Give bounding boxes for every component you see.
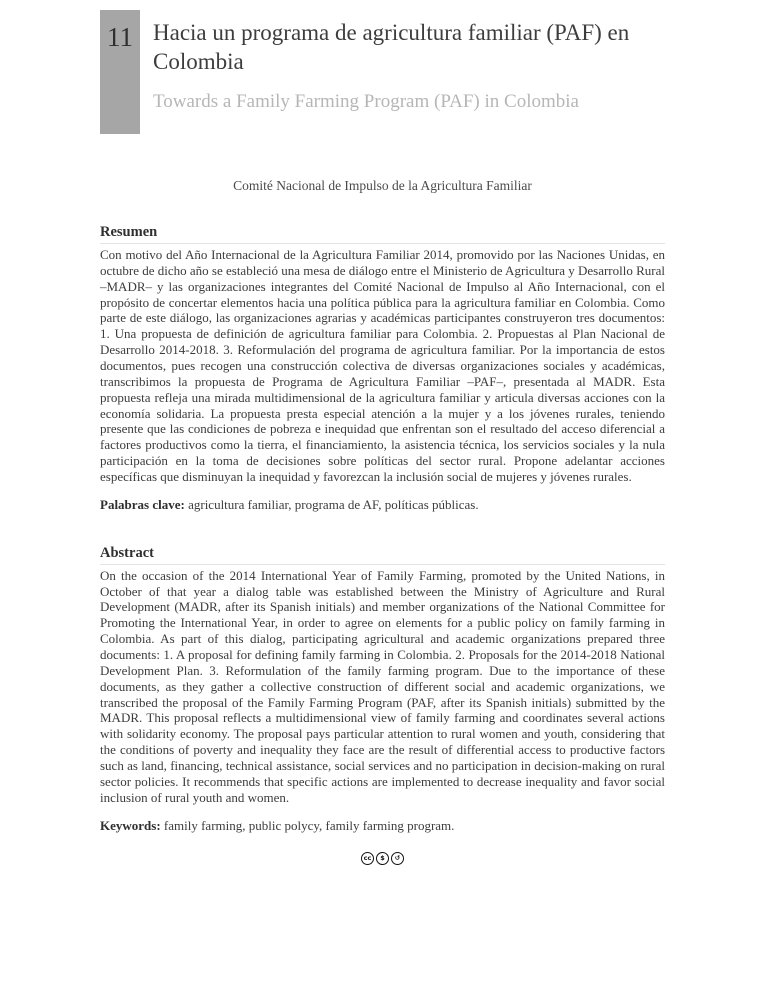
- resumen-body: Con motivo del Año Internacional de la Agricultura Familiar 2014, promovido por las Naciones Unidas, en octubre de dicho año se estableció una mesa de diálogo entre el Ministerio de Agricultura y Desarrollo Rural –MADR– y las organizaciones integrantes del Comité Nacional de Impulso al Año Internacional, con el propósito de concertar elementos hacia una política pública para la agricultura familiar en Colombia. Como parte de este diálogo, las organizaciones agrarias y académicas participantes construyeron tres documentos: 1. Una propuesta de definición de agricultura familiar para Colombia. 2. Propuestas al Plan Nacional de Desarrollo 2014-2018. 3. Reformulación del programa de agricultura familiar. Por la importancia de estos documentos, pues recogen una construcción colectiva de diversas organizaciones sociales y académicas, transcribimos la propuesta de Programa de Agricultura Familiar –PAF–, presentada al MADR. Esta propuesta refleja una mirada multidimensional de la agricultura familiar y articula diversas acciones con la economía solidaria. La propuesta presta especial atención a la mujer y a los jóvenes rurales, teniendo presente que las condiciones de pobreza e inequidad que enfrentan son el resultado del acceso diferencial a factores productivos como la tierra, el financiamiento, la asistencia técnica, los servicios sociales y la nula participación en la toma de decisiones sobre políticas del sector rural. Propone adelantar acciones específicas que disminuyan la inequidad y favorezcan la inclusión social de mujeres y jóvenes rurales.: [100, 247, 665, 485]
- page-subtitle: Towards a Family Farming Program (PAF) in Colombia: [153, 91, 579, 113]
- page-footer: [100, 852, 665, 865]
- page-title: Hacia un programa de agricultura familiar (PAF) en Colombia: [153, 20, 630, 74]
- chapter-header: [100, 10, 665, 134]
- resumen-keywords-text: agricultura familiar, programa de AF, políticas públicas.: [188, 496, 479, 512]
- resumen-heading: Resumen: [100, 224, 665, 244]
- cc-noncommercial-glyph: $: [376, 852, 389, 865]
- abstract-keywords: [100, 818, 665, 834]
- chapter-number-badge: [100, 10, 140, 134]
- cc-sharealike-glyph: ↺: [391, 852, 404, 865]
- abstract-heading: Abstract: [100, 545, 665, 565]
- title-block: [140, 10, 665, 134]
- abstract-body: On the occasion of the 2014 International Year of Family Farming, promoted by the United Nations, in October of that year a dialog table was established between the Ministry of Agriculture and Rural Development (MADR, after its Spanish initials) and member organizations of the National Committee for Promoting the International Year, in order to agree on elements for a public policy on family farming in Colombia. As part of this dialog, participating agricultural and academic organizations prepared three documents: 1. A proposal for defining family farming in Colombia. 2. Proposals for the 2014-2018 National Development Plan. 3. Reformulation of the family farming program. Due to the importance of these documents, as they gather a collective construction of different social and academic organizations, we transcribed the proposal of the Family Farming Program (PAF, after its Spanish initials) submitted by the MADR. This proposal reflects a multidimensional view of family farming and coordinates several actions with solidarity economy. The proposal pays particular attention to rural women and youth, considering that the conditions of poverty and inequality they face are the result of differential access to productive factors such as land, financing, technical assistance, social services and no participation in decision-making on rural sector policies. It recommends that specific actions are implemented to decrease inequality and favor social inclusion of rural youth and women.: [100, 567, 665, 805]
- abstract-keywords-label: Keywords:: [100, 817, 161, 833]
- resumen-keywords-label: Palabras clave:: [100, 496, 185, 512]
- section-resumen: [100, 224, 665, 513]
- author-line: Comité Nacional de Impulso de la Agricultura Familiar: [233, 178, 532, 193]
- chapter-number: 11: [107, 22, 133, 52]
- resumen-keywords: [100, 497, 665, 513]
- abstract-keywords-text: family farming, public polycy, family farming program.: [163, 817, 455, 833]
- section-abstract: [100, 545, 665, 834]
- cc-license-icon: [361, 852, 404, 865]
- cc-glyph: cc: [361, 852, 374, 865]
